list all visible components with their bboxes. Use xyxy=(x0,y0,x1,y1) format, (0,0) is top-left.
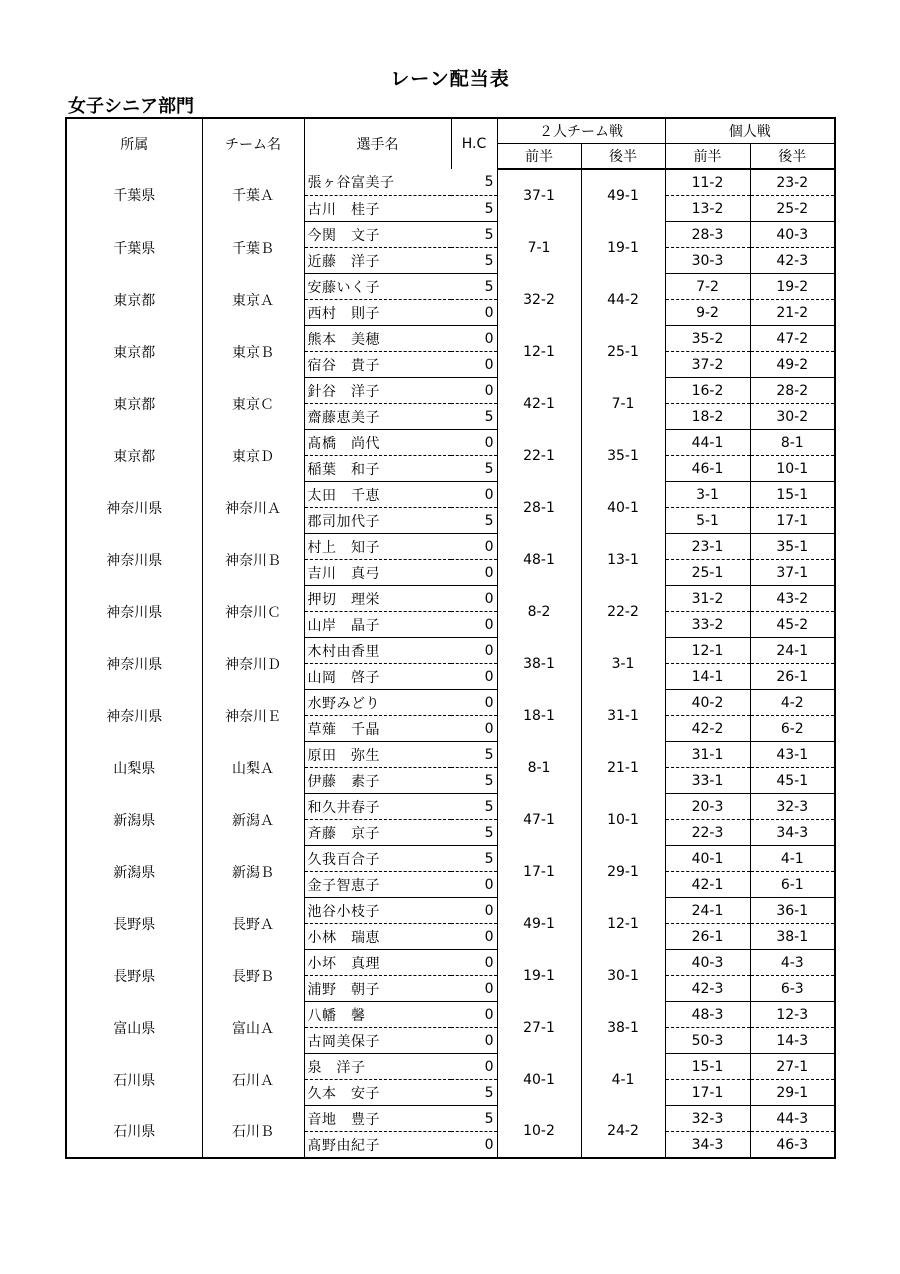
individual-second-half-lane: 28-2 xyxy=(750,378,835,404)
team-first-half-lane: 38-1 xyxy=(497,638,581,690)
individual-second-half-lane: 8-1 xyxy=(750,430,835,456)
team-row xyxy=(66,1002,835,1028)
hc-cell: 0 xyxy=(451,378,497,404)
player-name-cell: 伊藤 素子 xyxy=(304,768,451,794)
affiliation-cell: 東京都 xyxy=(66,430,202,482)
team-name-cell: 石川Ｂ xyxy=(202,1106,304,1159)
individual-second-half-lane: 40-3 xyxy=(750,222,835,248)
team-second-half-lane: 19-1 xyxy=(581,222,665,274)
individual-first-half-lane: 13-2 xyxy=(665,196,750,222)
affiliation-cell: 富山県 xyxy=(66,1002,202,1054)
individual-first-half-lane: 48-3 xyxy=(665,1002,750,1028)
team-first-half-lane: 49-1 xyxy=(497,898,581,950)
individual-second-half-lane: 10-1 xyxy=(750,456,835,482)
player-name-cell: 久本 安子 xyxy=(304,1080,451,1106)
individual-first-half-lane: 7-2 xyxy=(665,274,750,300)
hc-cell: 5 xyxy=(451,820,497,846)
hc-cell: 0 xyxy=(451,1002,497,1028)
hc-cell: 0 xyxy=(451,872,497,898)
team-second-half-lane: 24-2 xyxy=(581,1106,665,1159)
individual-second-half-lane: 43-1 xyxy=(750,742,835,768)
hc-cell: 0 xyxy=(451,352,497,378)
player-name-cell: 近藤 洋子 xyxy=(304,248,451,274)
hc-cell: 0 xyxy=(451,534,497,560)
individual-second-half-lane: 25-2 xyxy=(750,196,835,222)
individual-second-half-lane: 19-2 xyxy=(750,274,835,300)
player-name-cell: 山岸 晶子 xyxy=(304,612,451,638)
individual-first-half-lane: 44-1 xyxy=(665,430,750,456)
hc-cell: 5 xyxy=(451,248,497,274)
team-name-cell: 新潟Ｂ xyxy=(202,846,304,898)
individual-first-half-lane: 34-3 xyxy=(665,1132,750,1159)
hc-cell: 0 xyxy=(451,1028,497,1054)
table-header xyxy=(66,118,835,169)
team-name-cell: 山梨Ａ xyxy=(202,742,304,794)
team-row xyxy=(66,274,835,300)
individual-first-half-lane: 16-2 xyxy=(665,378,750,404)
team-row xyxy=(66,222,835,248)
player-name-cell: 池谷小枝子 xyxy=(304,898,451,924)
team-first-half-lane: 40-1 xyxy=(497,1054,581,1106)
player-name-cell: 西村 則子 xyxy=(304,300,451,326)
affiliation-cell: 長野県 xyxy=(66,898,202,950)
individual-first-half-lane: 17-1 xyxy=(665,1080,750,1106)
affiliation-cell: 神奈川県 xyxy=(66,534,202,586)
hc-cell: 0 xyxy=(451,300,497,326)
individual-first-half-lane: 37-2 xyxy=(665,352,750,378)
hc-cell: 5 xyxy=(451,169,497,196)
individual-second-half-lane: 30-2 xyxy=(750,404,835,430)
team-name-cell: 神奈川Ｄ xyxy=(202,638,304,690)
table-body xyxy=(66,169,835,1158)
individual-second-half-lane: 6-2 xyxy=(750,716,835,742)
team-name-cell: 東京Ｃ xyxy=(202,378,304,430)
individual-first-half-lane: 30-3 xyxy=(665,248,750,274)
hc-cell: 0 xyxy=(451,924,497,950)
individual-first-half-lane: 40-3 xyxy=(665,950,750,976)
team-name-cell: 石川Ａ xyxy=(202,1054,304,1106)
player-name-cell: 吉川 真弓 xyxy=(304,560,451,586)
individual-first-half-lane: 40-1 xyxy=(665,846,750,872)
hc-cell: 5 xyxy=(451,742,497,768)
affiliation-cell: 石川県 xyxy=(66,1106,202,1159)
individual-second-half-lane: 6-3 xyxy=(750,976,835,1002)
individual-first-half-lane: 23-1 xyxy=(665,534,750,560)
team-first-half-lane: 22-1 xyxy=(497,430,581,482)
individual-first-half-lane: 22-3 xyxy=(665,820,750,846)
player-name-cell: 和久井春子 xyxy=(304,794,451,820)
affiliation-cell: 東京都 xyxy=(66,274,202,326)
hc-cell: 0 xyxy=(451,1132,497,1159)
individual-first-half-lane: 18-2 xyxy=(665,404,750,430)
individual-first-half-lane: 9-2 xyxy=(665,300,750,326)
team-row xyxy=(66,1106,835,1132)
team-second-half-lane: 49-1 xyxy=(581,169,665,222)
individual-second-half-lane: 38-1 xyxy=(750,924,835,950)
section-title: 女子シニア部門 xyxy=(68,96,194,117)
individual-second-half-lane: 4-3 xyxy=(750,950,835,976)
hc-cell: 5 xyxy=(451,222,497,248)
team-first-half-lane: 12-1 xyxy=(497,326,581,378)
team-row xyxy=(66,534,835,560)
hc-cell: 5 xyxy=(451,768,497,794)
team-name-cell: 長野Ａ xyxy=(202,898,304,950)
individual-second-half-lane: 46-3 xyxy=(750,1132,835,1159)
player-name-cell: 原田 弥生 xyxy=(304,742,451,768)
header-player-name: 選手名 xyxy=(304,118,451,169)
individual-first-half-lane: 31-2 xyxy=(665,586,750,612)
hc-cell: 5 xyxy=(451,274,497,300)
team-first-half-lane: 17-1 xyxy=(497,846,581,898)
team-first-half-lane: 28-1 xyxy=(497,482,581,534)
team-first-half-lane: 32-2 xyxy=(497,274,581,326)
individual-first-half-lane: 42-2 xyxy=(665,716,750,742)
player-name-cell: 音地 豊子 xyxy=(304,1106,451,1132)
individual-second-half-lane: 42-3 xyxy=(750,248,835,274)
player-name-cell: 浦野 朝子 xyxy=(304,976,451,1002)
individual-second-half-lane: 26-1 xyxy=(750,664,835,690)
player-name-cell: 今関 文子 xyxy=(304,222,451,248)
team-second-half-lane: 22-2 xyxy=(581,586,665,638)
hc-cell: 5 xyxy=(451,1106,497,1132)
header-team-battle: ２人チーム戦 xyxy=(497,118,665,144)
affiliation-cell: 長野県 xyxy=(66,950,202,1002)
header-team-name: チーム名 xyxy=(202,118,304,169)
individual-first-half-lane: 25-1 xyxy=(665,560,750,586)
individual-first-half-lane: 20-3 xyxy=(665,794,750,820)
individual-second-half-lane: 49-2 xyxy=(750,352,835,378)
hc-cell: 0 xyxy=(451,326,497,352)
team-name-cell: 神奈川Ｃ xyxy=(202,586,304,638)
affiliation-cell: 山梨県 xyxy=(66,742,202,794)
document-title: レーン配当表 xyxy=(390,68,510,90)
team-name-cell: 東京Ｂ xyxy=(202,326,304,378)
header-hc: H.C xyxy=(451,118,497,169)
individual-first-half-lane: 11-2 xyxy=(665,169,750,196)
hc-cell: 0 xyxy=(451,612,497,638)
player-name-cell: 熊本 美穂 xyxy=(304,326,451,352)
individual-first-half-lane: 50-3 xyxy=(665,1028,750,1054)
team-second-half-lane: 44-2 xyxy=(581,274,665,326)
individual-second-half-lane: 17-1 xyxy=(750,508,835,534)
hc-cell: 5 xyxy=(451,508,497,534)
team-row xyxy=(66,950,835,976)
team-second-half-lane: 3-1 xyxy=(581,638,665,690)
player-name-cell: 村上 知子 xyxy=(304,534,451,560)
player-name-cell: 金子智恵子 xyxy=(304,872,451,898)
team-second-half-lane: 12-1 xyxy=(581,898,665,950)
team-name-cell: 千葉Ｂ xyxy=(202,222,304,274)
team-row xyxy=(66,846,835,872)
team-second-half-lane: 10-1 xyxy=(581,794,665,846)
team-row xyxy=(66,169,835,196)
hc-cell: 0 xyxy=(451,586,497,612)
hc-cell: 0 xyxy=(451,664,497,690)
player-name-cell: 久我百合子 xyxy=(304,846,451,872)
individual-first-half-lane: 33-1 xyxy=(665,768,750,794)
team-row xyxy=(66,378,835,404)
individual-first-half-lane: 14-1 xyxy=(665,664,750,690)
team-first-half-lane: 18-1 xyxy=(497,690,581,742)
individual-first-half-lane: 42-1 xyxy=(665,872,750,898)
player-name-cell: 髙橋 尚代 xyxy=(304,430,451,456)
hc-cell: 5 xyxy=(451,846,497,872)
team-first-half-lane: 8-1 xyxy=(497,742,581,794)
team-name-cell: 東京Ｄ xyxy=(202,430,304,482)
individual-second-half-lane: 27-1 xyxy=(750,1054,835,1080)
team-first-half-lane: 7-1 xyxy=(497,222,581,274)
affiliation-cell: 千葉県 xyxy=(66,222,202,274)
team-first-half-lane: 42-1 xyxy=(497,378,581,430)
team-name-cell: 長野Ｂ xyxy=(202,950,304,1002)
affiliation-cell: 新潟県 xyxy=(66,846,202,898)
team-row xyxy=(66,638,835,664)
team-second-half-lane: 30-1 xyxy=(581,950,665,1002)
player-name-cell: 郡司加代子 xyxy=(304,508,451,534)
hc-cell: 5 xyxy=(451,456,497,482)
player-name-cell: 古川 桂子 xyxy=(304,196,451,222)
affiliation-cell: 東京都 xyxy=(66,326,202,378)
team-row xyxy=(66,586,835,612)
individual-second-half-lane: 14-3 xyxy=(750,1028,835,1054)
individual-first-half-lane: 32-3 xyxy=(665,1106,750,1132)
team-second-half-lane: 21-1 xyxy=(581,742,665,794)
header-individual-first-half: 前半 xyxy=(665,144,750,170)
team-row xyxy=(66,742,835,768)
hc-cell: 0 xyxy=(451,1054,497,1080)
hc-cell: 5 xyxy=(451,794,497,820)
player-name-cell: 齋藤恵美子 xyxy=(304,404,451,430)
team-name-cell: 千葉Ａ xyxy=(202,169,304,222)
player-name-cell: 古岡美保子 xyxy=(304,1028,451,1054)
individual-first-half-lane: 15-1 xyxy=(665,1054,750,1080)
individual-second-half-lane: 45-2 xyxy=(750,612,835,638)
individual-second-half-lane: 4-2 xyxy=(750,690,835,716)
hc-cell: 5 xyxy=(451,1080,497,1106)
individual-first-half-lane: 12-1 xyxy=(665,638,750,664)
player-name-cell: 張ヶ谷富美子 xyxy=(304,169,451,196)
affiliation-cell: 新潟県 xyxy=(66,794,202,846)
individual-first-half-lane: 28-3 xyxy=(665,222,750,248)
hc-cell: 0 xyxy=(451,898,497,924)
team-second-half-lane: 29-1 xyxy=(581,846,665,898)
team-first-half-lane: 47-1 xyxy=(497,794,581,846)
lane-assignment-table xyxy=(65,117,836,1159)
individual-first-half-lane: 5-1 xyxy=(665,508,750,534)
hc-cell: 5 xyxy=(451,404,497,430)
player-name-cell: 泉 洋子 xyxy=(304,1054,451,1080)
individual-first-half-lane: 31-1 xyxy=(665,742,750,768)
header-team-first-half: 前半 xyxy=(497,144,581,170)
individual-second-half-lane: 21-2 xyxy=(750,300,835,326)
team-name-cell: 神奈川Ａ xyxy=(202,482,304,534)
individual-first-half-lane: 33-2 xyxy=(665,612,750,638)
team-row xyxy=(66,794,835,820)
affiliation-cell: 神奈川県 xyxy=(66,586,202,638)
hc-cell: 0 xyxy=(451,638,497,664)
individual-first-half-lane: 46-1 xyxy=(665,456,750,482)
affiliation-cell: 東京都 xyxy=(66,378,202,430)
individual-second-half-lane: 45-1 xyxy=(750,768,835,794)
team-name-cell: 神奈川Ｅ xyxy=(202,690,304,742)
team-second-half-lane: 40-1 xyxy=(581,482,665,534)
individual-second-half-lane: 35-1 xyxy=(750,534,835,560)
header-individual-second-half: 後半 xyxy=(750,144,835,170)
team-row xyxy=(66,430,835,456)
individual-second-half-lane: 6-1 xyxy=(750,872,835,898)
player-name-cell: 草薙 千晶 xyxy=(304,716,451,742)
individual-second-half-lane: 12-3 xyxy=(750,1002,835,1028)
individual-second-half-lane: 15-1 xyxy=(750,482,835,508)
hc-cell: 0 xyxy=(451,976,497,1002)
individual-second-half-lane: 37-1 xyxy=(750,560,835,586)
hc-cell: 0 xyxy=(451,430,497,456)
team-row xyxy=(66,690,835,716)
individual-first-half-lane: 26-1 xyxy=(665,924,750,950)
individual-second-half-lane: 23-2 xyxy=(750,169,835,196)
team-second-half-lane: 31-1 xyxy=(581,690,665,742)
header-team-second-half: 後半 xyxy=(581,144,665,170)
player-name-cell: 山岡 啓子 xyxy=(304,664,451,690)
team-second-half-lane: 4-1 xyxy=(581,1054,665,1106)
hc-cell: 0 xyxy=(451,560,497,586)
individual-second-half-lane: 36-1 xyxy=(750,898,835,924)
team-second-half-lane: 25-1 xyxy=(581,326,665,378)
team-second-half-lane: 13-1 xyxy=(581,534,665,586)
team-name-cell: 神奈川Ｂ xyxy=(202,534,304,586)
team-first-half-lane: 37-1 xyxy=(497,169,581,222)
hc-cell: 0 xyxy=(451,482,497,508)
individual-first-half-lane: 42-3 xyxy=(665,976,750,1002)
player-name-cell: 水野みどり xyxy=(304,690,451,716)
individual-second-half-lane: 4-1 xyxy=(750,846,835,872)
player-name-cell: 稲葉 和子 xyxy=(304,456,451,482)
team-name-cell: 東京Ａ xyxy=(202,274,304,326)
player-name-cell: 髙野由紀子 xyxy=(304,1132,451,1159)
individual-first-half-lane: 35-2 xyxy=(665,326,750,352)
team-first-half-lane: 27-1 xyxy=(497,1002,581,1054)
hc-cell: 0 xyxy=(451,716,497,742)
affiliation-cell: 神奈川県 xyxy=(66,690,202,742)
affiliation-cell: 千葉県 xyxy=(66,169,202,222)
individual-second-half-lane: 44-3 xyxy=(750,1106,835,1132)
team-row xyxy=(66,326,835,352)
header-individual: 個人戦 xyxy=(665,118,835,144)
affiliation-cell: 神奈川県 xyxy=(66,638,202,690)
player-name-cell: 小林 瑞恵 xyxy=(304,924,451,950)
team-first-half-lane: 10-2 xyxy=(497,1106,581,1159)
team-second-half-lane: 35-1 xyxy=(581,430,665,482)
individual-second-half-lane: 24-1 xyxy=(750,638,835,664)
affiliation-cell: 石川県 xyxy=(66,1054,202,1106)
player-name-cell: 木村由香里 xyxy=(304,638,451,664)
player-name-cell: 小坏 真理 xyxy=(304,950,451,976)
individual-second-half-lane: 32-3 xyxy=(750,794,835,820)
player-name-cell: 針谷 洋子 xyxy=(304,378,451,404)
hc-cell: 0 xyxy=(451,950,497,976)
team-row xyxy=(66,1054,835,1080)
individual-second-half-lane: 34-3 xyxy=(750,820,835,846)
team-second-half-lane: 38-1 xyxy=(581,1002,665,1054)
team-row xyxy=(66,482,835,508)
individual-second-half-lane: 43-2 xyxy=(750,586,835,612)
team-name-cell: 新潟Ａ xyxy=(202,794,304,846)
hc-cell: 0 xyxy=(451,690,497,716)
team-second-half-lane: 7-1 xyxy=(581,378,665,430)
player-name-cell: 八幡 馨 xyxy=(304,1002,451,1028)
individual-first-half-lane: 3-1 xyxy=(665,482,750,508)
individual-first-half-lane: 40-2 xyxy=(665,690,750,716)
team-first-half-lane: 48-1 xyxy=(497,534,581,586)
player-name-cell: 押切 理栄 xyxy=(304,586,451,612)
individual-second-half-lane: 47-2 xyxy=(750,326,835,352)
header-affiliation: 所属 xyxy=(66,118,202,169)
team-first-half-lane: 19-1 xyxy=(497,950,581,1002)
hc-cell: 5 xyxy=(451,196,497,222)
individual-second-half-lane: 29-1 xyxy=(750,1080,835,1106)
player-name-cell: 太田 千恵 xyxy=(304,482,451,508)
team-name-cell: 富山Ａ xyxy=(202,1002,304,1054)
player-name-cell: 宿谷 貴子 xyxy=(304,352,451,378)
affiliation-cell: 神奈川県 xyxy=(66,482,202,534)
team-row xyxy=(66,898,835,924)
player-name-cell: 斉藤 京子 xyxy=(304,820,451,846)
team-first-half-lane: 8-2 xyxy=(497,586,581,638)
player-name-cell: 安藤いく子 xyxy=(304,274,451,300)
individual-first-half-lane: 24-1 xyxy=(665,898,750,924)
